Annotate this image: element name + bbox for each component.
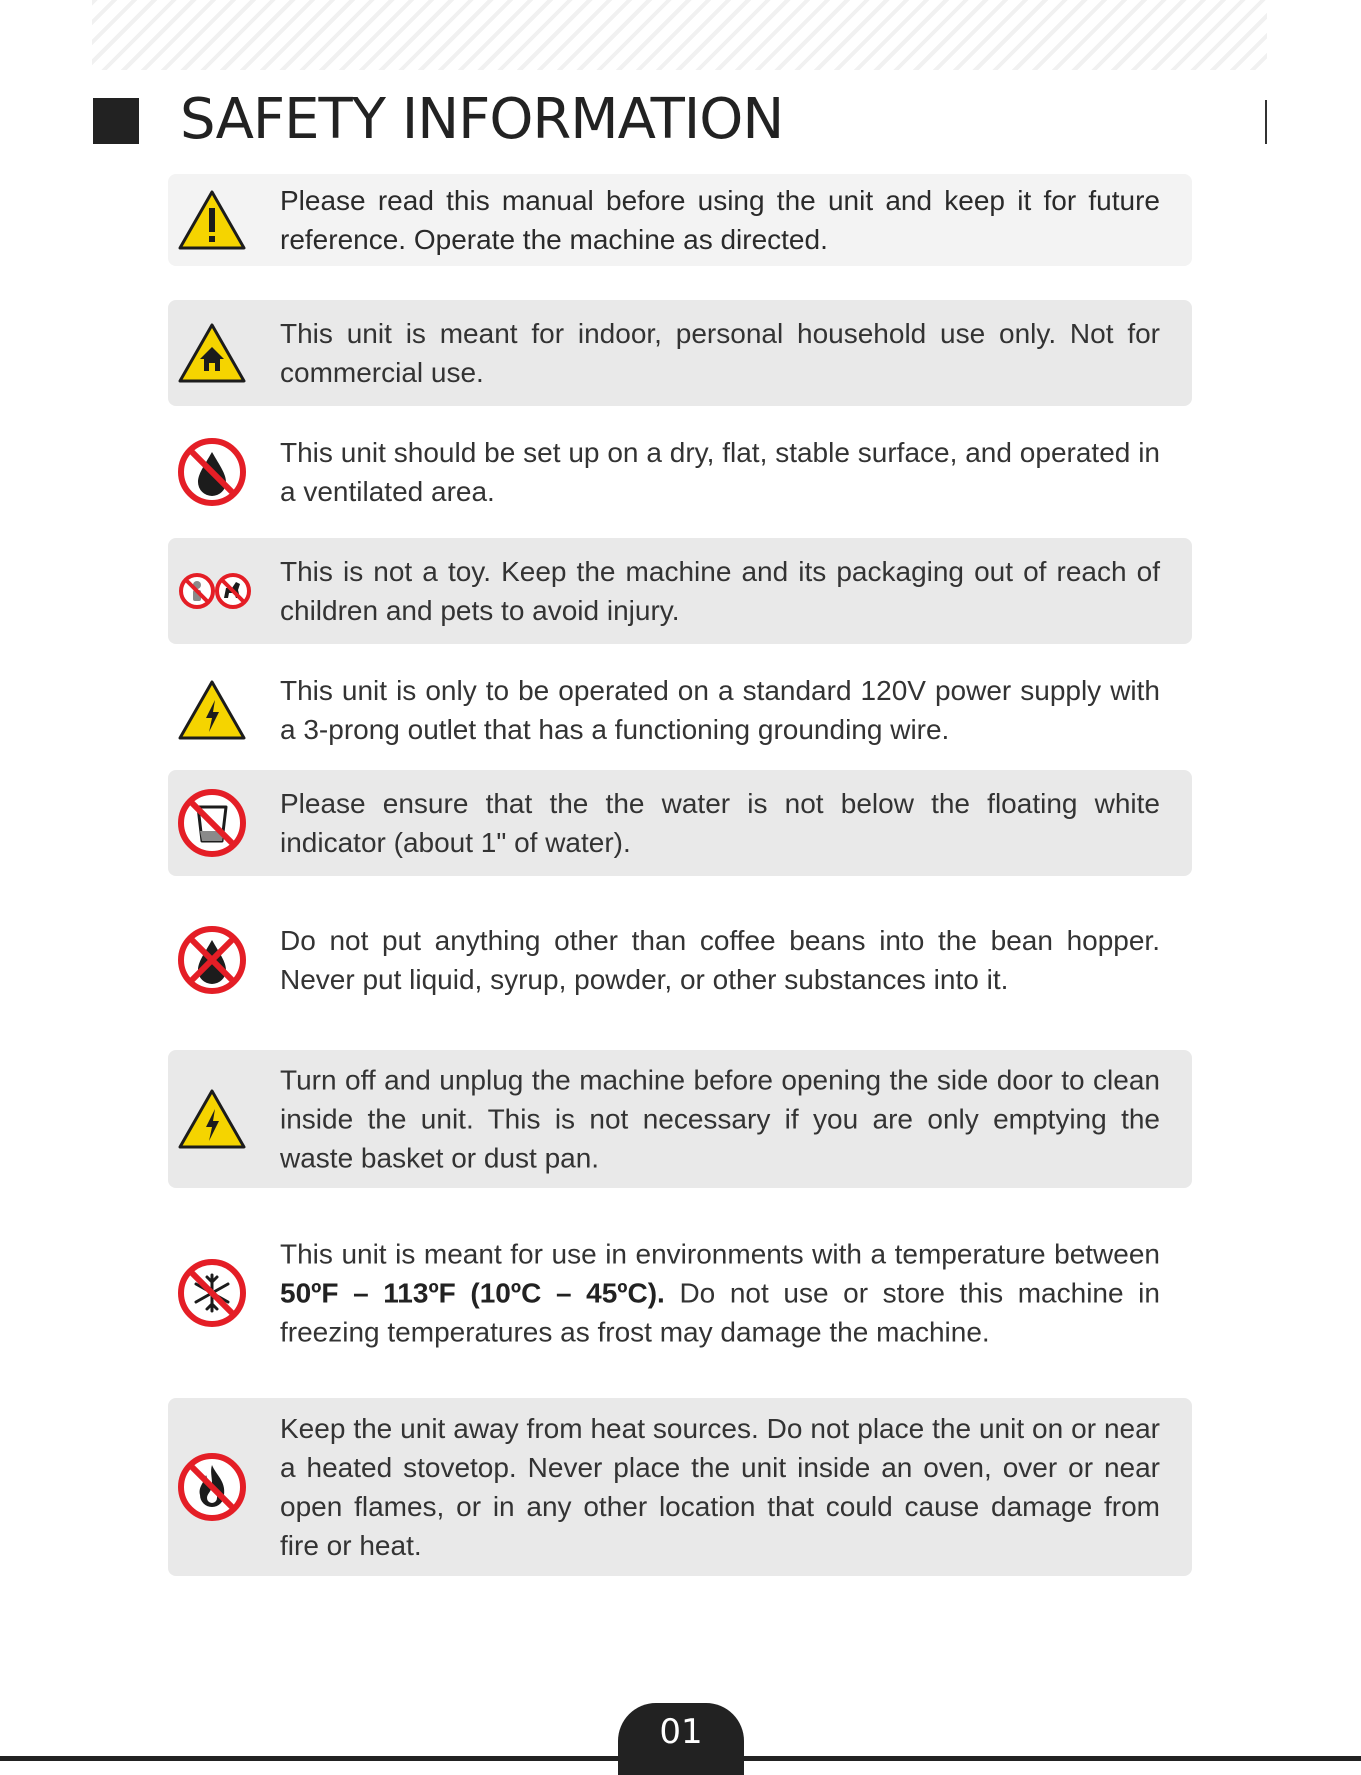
safety-item-unplug-before-cleaning xyxy=(168,1050,1192,1188)
safety-item-text: This unit is meant for indoor, personal household use only. Not for commercial use. xyxy=(280,318,1160,388)
no-freezing-icon xyxy=(176,1257,248,1329)
page-title: SAFETY INFORMATION xyxy=(180,87,784,152)
safety-item-text: This unit is only to be operated on a standard 120V power supply with a 3-prong outlet that has a functioning grounding wire. xyxy=(280,675,1160,745)
no-water-drop-icon xyxy=(176,436,248,508)
safety-item-household-use xyxy=(168,300,1192,406)
temperature-range: 50ºF – 113ºF (10ºC – 45ºC). xyxy=(280,1277,665,1309)
no-children-no-pets-icon xyxy=(178,568,254,614)
temperature-text-before: This unit is meant for use in environments with a temperature between xyxy=(280,1238,1160,1270)
safety-item-text: Turn off and unplug the machine before opening the side door to clean inside the unit. This is not necessary if you are only emptying the waste basket or dust pan. xyxy=(280,1064,1160,1174)
no-fire-icon xyxy=(176,1451,248,1523)
safety-item-read-manual xyxy=(168,174,1192,266)
safety-item-text xyxy=(280,1235,1160,1352)
safety-item-heat-sources xyxy=(168,1398,1192,1576)
safety-item-not-a-toy xyxy=(168,538,1192,644)
safety-item-text: This unit should be set up on a dry, flat, stable surface, and operated in a ventilated area. xyxy=(280,437,1160,507)
header-stripe-band xyxy=(92,0,1267,70)
warning-house-icon xyxy=(176,317,248,389)
bottom-divider xyxy=(0,1756,1361,1761)
temperature-text-after: Do not use or store this machine in freezing temperatures as frost may damage the machine. xyxy=(280,1277,1160,1348)
warning-electric-icon xyxy=(176,1083,248,1155)
safety-item-dry-surface xyxy=(168,420,1192,524)
safety-item-text: Please read this manual before using the unit and keep it for future reference. Operate the machine as directed. xyxy=(280,185,1160,255)
safety-item-water-level xyxy=(168,770,1192,876)
title-square-marker xyxy=(93,98,139,144)
safety-item-text: This is not a toy. Keep the machine and its packaging out of reach of children and pets to avoid injury. xyxy=(280,556,1160,626)
safety-item-text: Please ensure that the the water is not below the floating white indicator (about 1" of water). xyxy=(280,788,1160,858)
safety-item-bean-hopper xyxy=(168,890,1192,1030)
edge-mark xyxy=(1265,100,1267,144)
warning-electric-icon xyxy=(176,674,248,746)
no-empty-tank-icon xyxy=(176,787,248,859)
safety-item-power-supply xyxy=(168,658,1192,762)
safety-item-text: Keep the unit away from heat sources. Do not place the unit on or near a heated stovetop. Never place the unit inside an oven, over or near open flames, or in any other location that could cause damage from fire or heat. xyxy=(280,1413,1160,1561)
safety-item-temperature-range xyxy=(168,1204,1192,1382)
warning-exclamation-icon xyxy=(176,184,248,256)
no-liquid-icon xyxy=(176,924,248,996)
safety-item-text: Do not put anything other than coffee beans into the bean hopper. Never put liquid, syrup, powder, or other substances into it. xyxy=(280,925,1160,995)
page-number: 01 xyxy=(618,1703,744,1775)
